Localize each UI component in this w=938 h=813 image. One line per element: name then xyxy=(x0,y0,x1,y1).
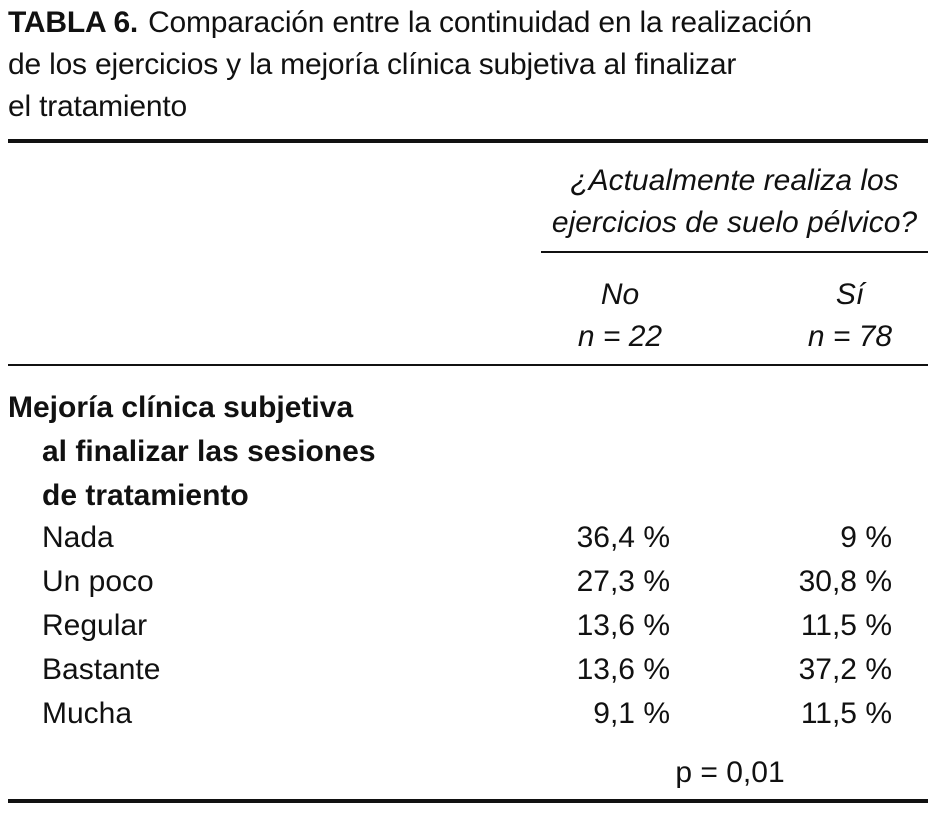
cell-no-value: 13,6 % xyxy=(576,653,670,686)
row-label: Bastante xyxy=(42,653,161,686)
column-header-no-n: n = 22 xyxy=(577,320,663,353)
table-row xyxy=(0,692,938,736)
table-row xyxy=(0,604,938,648)
cell-no-value: 27,3 % xyxy=(576,565,670,598)
row-group-line-3: de tratamiento xyxy=(42,479,249,512)
row-label: Mucha xyxy=(42,697,133,730)
table-row xyxy=(0,516,938,560)
cell-no-value: 13,6 % xyxy=(576,609,670,642)
column-header-si-n: n = 78 xyxy=(807,320,893,353)
spanner-rule xyxy=(541,251,928,253)
cell-si-value: 37,2 % xyxy=(798,653,892,686)
column-header-si xyxy=(770,274,930,358)
cell-no-value: 36,4 % xyxy=(576,521,670,554)
column-header-no xyxy=(540,274,700,358)
column-header-si-label: Sí xyxy=(835,278,865,311)
table-number-label: TABLA 6. xyxy=(8,6,139,39)
caption-line-1 xyxy=(8,2,933,44)
cell-no-value: 9,1 % xyxy=(593,697,670,730)
cell-si-value: 11,5 % xyxy=(800,697,892,730)
spanner-line-1: ¿Actualmente realiza los xyxy=(570,164,899,197)
row-group-label xyxy=(8,386,376,518)
row-label: Un poco xyxy=(42,565,154,598)
column-header-no-label: No xyxy=(600,278,640,311)
cell-si-value: 9 % xyxy=(840,521,892,554)
table-caption xyxy=(8,2,933,128)
row-label: Nada xyxy=(42,521,114,554)
bottom-rule xyxy=(8,799,928,803)
spanner-line-2: ejercicios de suelo pélvico? xyxy=(551,206,918,239)
cell-si-value: 11,5 % xyxy=(800,609,892,642)
column-spanner-header xyxy=(541,160,928,244)
caption-line-2: de los ejercicios y la mejoría clínica subjetiva al finalizar xyxy=(8,48,737,81)
table-row xyxy=(0,560,938,604)
row-group-line-2: al finalizar las sesiones xyxy=(42,435,376,468)
row-label: Regular xyxy=(42,609,148,642)
cell-si-value: 30,8 % xyxy=(798,565,892,598)
top-rule xyxy=(8,139,928,143)
caption-text-1: Comparación entre la continuidad en la realización xyxy=(148,6,812,39)
table-row xyxy=(0,648,938,692)
p-value: p = 0,01 xyxy=(675,756,785,789)
caption-line-3: el tratamiento xyxy=(8,90,187,123)
header-rule xyxy=(8,364,928,366)
row-group-line-1: Mejoría clínica subjetiva xyxy=(8,391,354,424)
